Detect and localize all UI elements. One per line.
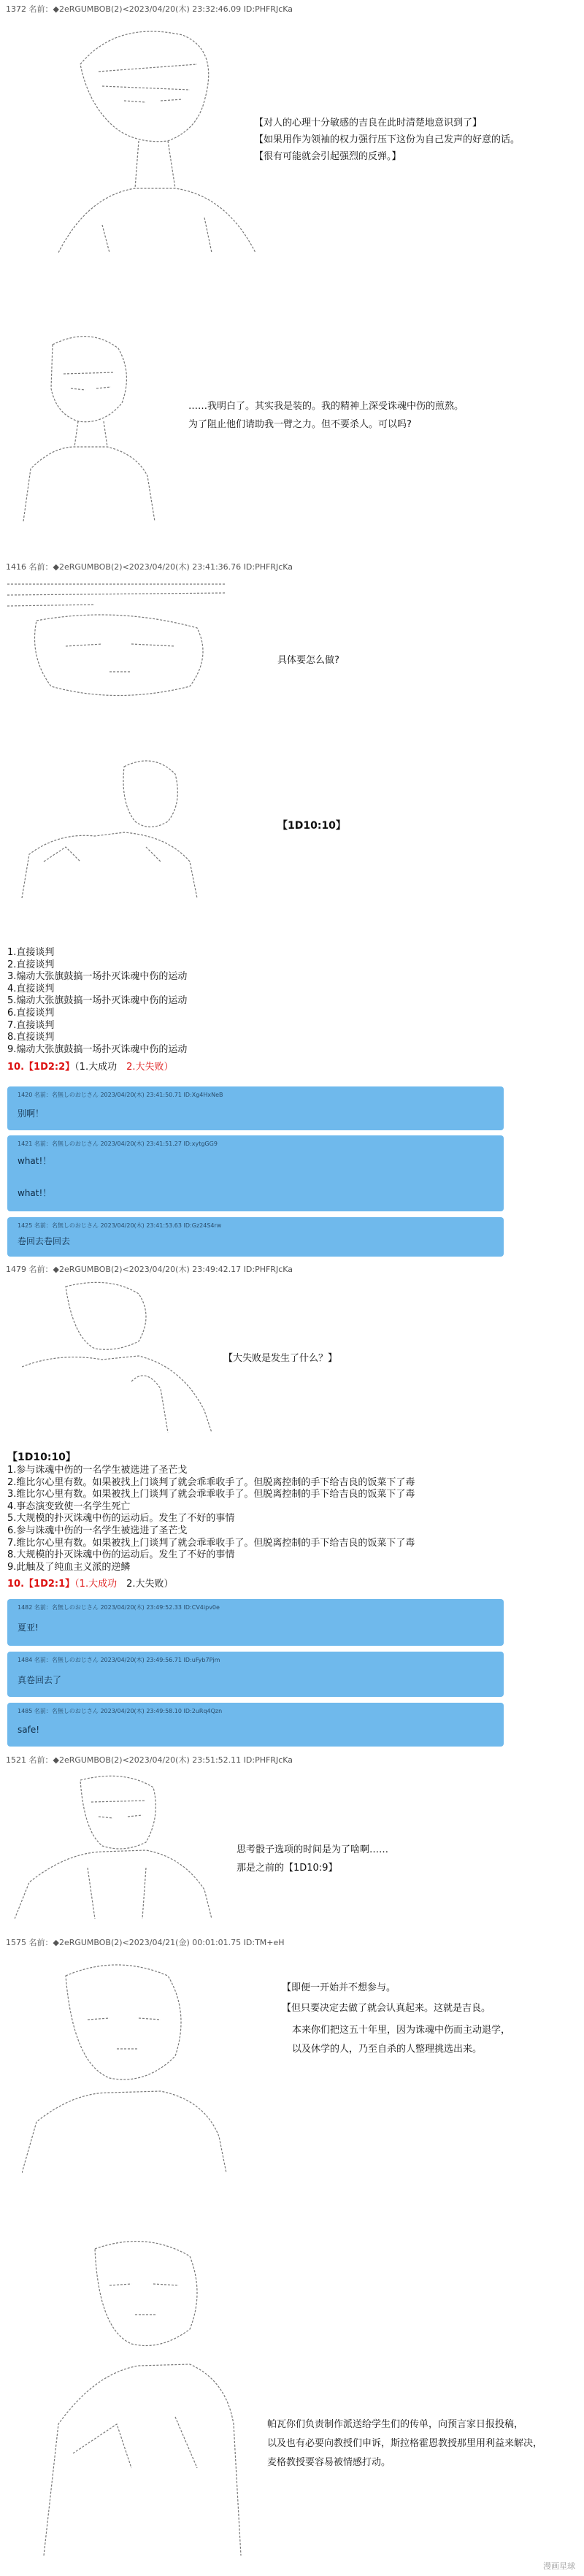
- reply-box: [7, 1135, 504, 1211]
- option-item: 5.大规模的扑灭诛魂中伤的运动后。发生了不好的事情: [7, 1513, 235, 1525]
- option-item: 5.煽动大张旗鼓搞一场扑灭诛魂中伤的运动: [7, 995, 188, 1007]
- dialogue-line: 那是之前的【1D10:9】: [237, 1863, 338, 1874]
- reply-box: [7, 1217, 504, 1257]
- watermark: 漫画星球: [543, 2561, 575, 2571]
- post-header: 1479 名前：◆2eRGUMBOB(2)<2023/04/20(木) 23:49:42.17 ID:PHFRJcKa: [6, 1265, 293, 1274]
- reply-box: [7, 1703, 504, 1747]
- dialogue-line: 以及休学的人，乃至自杀的人整理挑选出来。: [292, 2044, 483, 2055]
- reply-header: 1420 名前：名無しのおじさん 2023/04/20(木) 23:41:50.71 ID:Xg4HxNeB: [18, 1092, 223, 1098]
- option-item: 2.直接谈判: [7, 959, 55, 970]
- option-list: [7, 947, 187, 1056]
- reply-text: what!！: [18, 1156, 52, 1166]
- narration-line: 【对人的心理十分敏感的吉良在此时清楚地意识到了】: [254, 118, 483, 129]
- dialogue-line: 【大失败是发生了什么？】: [223, 1353, 338, 1364]
- dice-result-line: 10.【1D2:2】（1.大成功 2.大失败）: [7, 1062, 174, 1073]
- dice-roll-title: 【1D10:10】: [7, 1452, 76, 1463]
- option-item: 7.直接谈判: [7, 1019, 55, 1031]
- ascii-art-figure: [22, 1279, 219, 1433]
- dialogue-line: 为了阻止他们请助我一臂之力。但不要杀人。可以吗?: [188, 419, 412, 430]
- reply-box: [7, 1652, 504, 1697]
- reply-box: [7, 1086, 504, 1130]
- reply-header: 1421 名前：名無しのおじさん 2023/04/20(木) 23:41:51.27 ID:xytgGG9: [18, 1141, 218, 1147]
- option-item: 7.维比尔心里有数。如果被找上门谈判了就会乖乖收手了。但脱离控制的手下给吉良的饭菜下了毒: [7, 1537, 415, 1549]
- post-header: 1575 名前：◆2eRGUMBOB(2)<2023/04/21(金) 00:01:01.75 ID:TM+eH: [6, 1938, 285, 1947]
- ascii-art-figure: [16, 330, 162, 521]
- reply-text: 夏亚!: [18, 1622, 39, 1633]
- option-item: 4.直接谈判: [7, 983, 55, 994]
- narration-line: 【但只要决定去做了就会认真起来。这就是吉良。: [282, 2003, 491, 2014]
- reply-text: 卷回去卷回去: [18, 1236, 71, 1246]
- option-list: [7, 1465, 415, 1573]
- narration-line: 【如果用作为领袖的权力强行压下这份为自己发声的好意的话。: [254, 134, 520, 145]
- option-item: 8.直接谈判: [7, 1032, 55, 1043]
- reply-text: 真卷回去了: [18, 1675, 62, 1685]
- reply-header: 1484 名前：名無しのおじさん 2023/04/20(木) 23:49:56.71 ID:uFyb7Pjm: [18, 1657, 220, 1663]
- option-item: 2.维比尔心里有数。如果被找上门谈判了就会乖乖收手了。但脱离控制的手下给吉良的饭菜下了毒: [7, 1476, 415, 1488]
- post-header: 1521 名前：◆2eRGUMBOB(2)<2023/04/20(木) 23:51:52.11 ID:PHFRJcKa: [6, 1755, 293, 1765]
- reply-header: 1425 名前：名無しのおじさん 2023/04/20(木) 23:41:53.63 ID:Gz24S4rw: [18, 1222, 222, 1229]
- reply-header: 1482 名前：名無しのおじさん 2023/04/20(木) 23:49:52.33 ID:CV4ipv0e: [18, 1604, 220, 1611]
- ascii-art-figure: [7, 577, 234, 701]
- dialogue-line: 思考骰子选项的时间是为了啥啊……: [237, 1844, 389, 1855]
- option-item: 6.参与诛魂中伤的一名学生被选进了圣芒戈: [7, 1525, 188, 1536]
- option-item: 8.大规模的扑灭诛魂中伤的运动后。发生了不好的事情: [7, 1549, 235, 1561]
- dice-result-line: 10.【1D2:1】（1.大成功 2.大失败）: [7, 1579, 174, 1590]
- dialogue-line: 本来你们把这五十年里，因为诛魂中伤而主动退学，: [292, 2025, 511, 2036]
- dice-roll-title: 【1D10:10】: [277, 820, 346, 832]
- dialogue-line: ……我明白了。其实我是装的。我的精神上深受诛魂中伤的煎熬。: [188, 401, 464, 412]
- ascii-art-figure: [29, 2234, 248, 2556]
- post-header: 1416 名前：◆2eRGUMBOB(2)<2023/04/20(木) 23:41:36.76 ID:PHFRJcKa: [6, 562, 293, 572]
- narration-line: 【即便一开始并不想参与。: [282, 1982, 396, 1993]
- option-item: 6.直接谈判: [7, 1007, 55, 1019]
- reply-header: 1485 名前：名無しのおじさん 2023/04/20(木) 23:49:58.10 ID:2uRq4Qzn: [18, 1708, 223, 1714]
- reply-text: 别啊！: [18, 1108, 45, 1119]
- option-item: 4.事态演变致使一名学生死亡: [7, 1500, 131, 1512]
- option-item: 1.直接谈判: [7, 947, 55, 958]
- post-header: 1372 名前：◆2eRGUMBOB(2)<2023/04/20(木) 23:32:46.09 ID:PHFRJcKa: [6, 4, 293, 14]
- option-item: 1.参与诛魂中伤的一名学生被选进了圣芒戈: [7, 1465, 188, 1476]
- reply-box: [7, 1599, 504, 1646]
- dialogue-line: 具体要怎么做?: [277, 655, 339, 666]
- ascii-art-figure: [15, 1773, 219, 1919]
- option-item: 3.维比尔心里有数。如果被找上门谈判了就会乖乖收手了。但脱离控制的手下给吉良的饭菜下了毒: [7, 1489, 415, 1500]
- ascii-art-figure: [22, 1954, 234, 2173]
- narration-line: 【很有可能就会引起强烈的反弹。】: [254, 151, 402, 162]
- ascii-art-figure: [58, 20, 270, 253]
- dialogue-line: 帕瓦你们负责制作派送给学生们的传单，向预言家日报投稿，: [267, 2419, 524, 2430]
- reply-text: safe!: [18, 1725, 40, 1735]
- option-item: 3.煽动大张旗鼓搞一场扑灭诛魂中伤的运动: [7, 971, 188, 983]
- option-item: 9.煽动大张旗鼓搞一场扑灭诛魂中伤的运动: [7, 1043, 188, 1055]
- ascii-art-figure: [15, 752, 219, 898]
- option-item: 9.此触及了纯血主义派的逆鳞: [7, 1561, 131, 1573]
- dialogue-line: 麦格教授要容易被情感打动。: [267, 2457, 391, 2468]
- dialogue-line: 以及也有必要向教授们申诉，斯拉格霍恩教授那里用利益来解决，: [267, 2438, 543, 2449]
- reply-text: what!！: [18, 1188, 52, 1198]
